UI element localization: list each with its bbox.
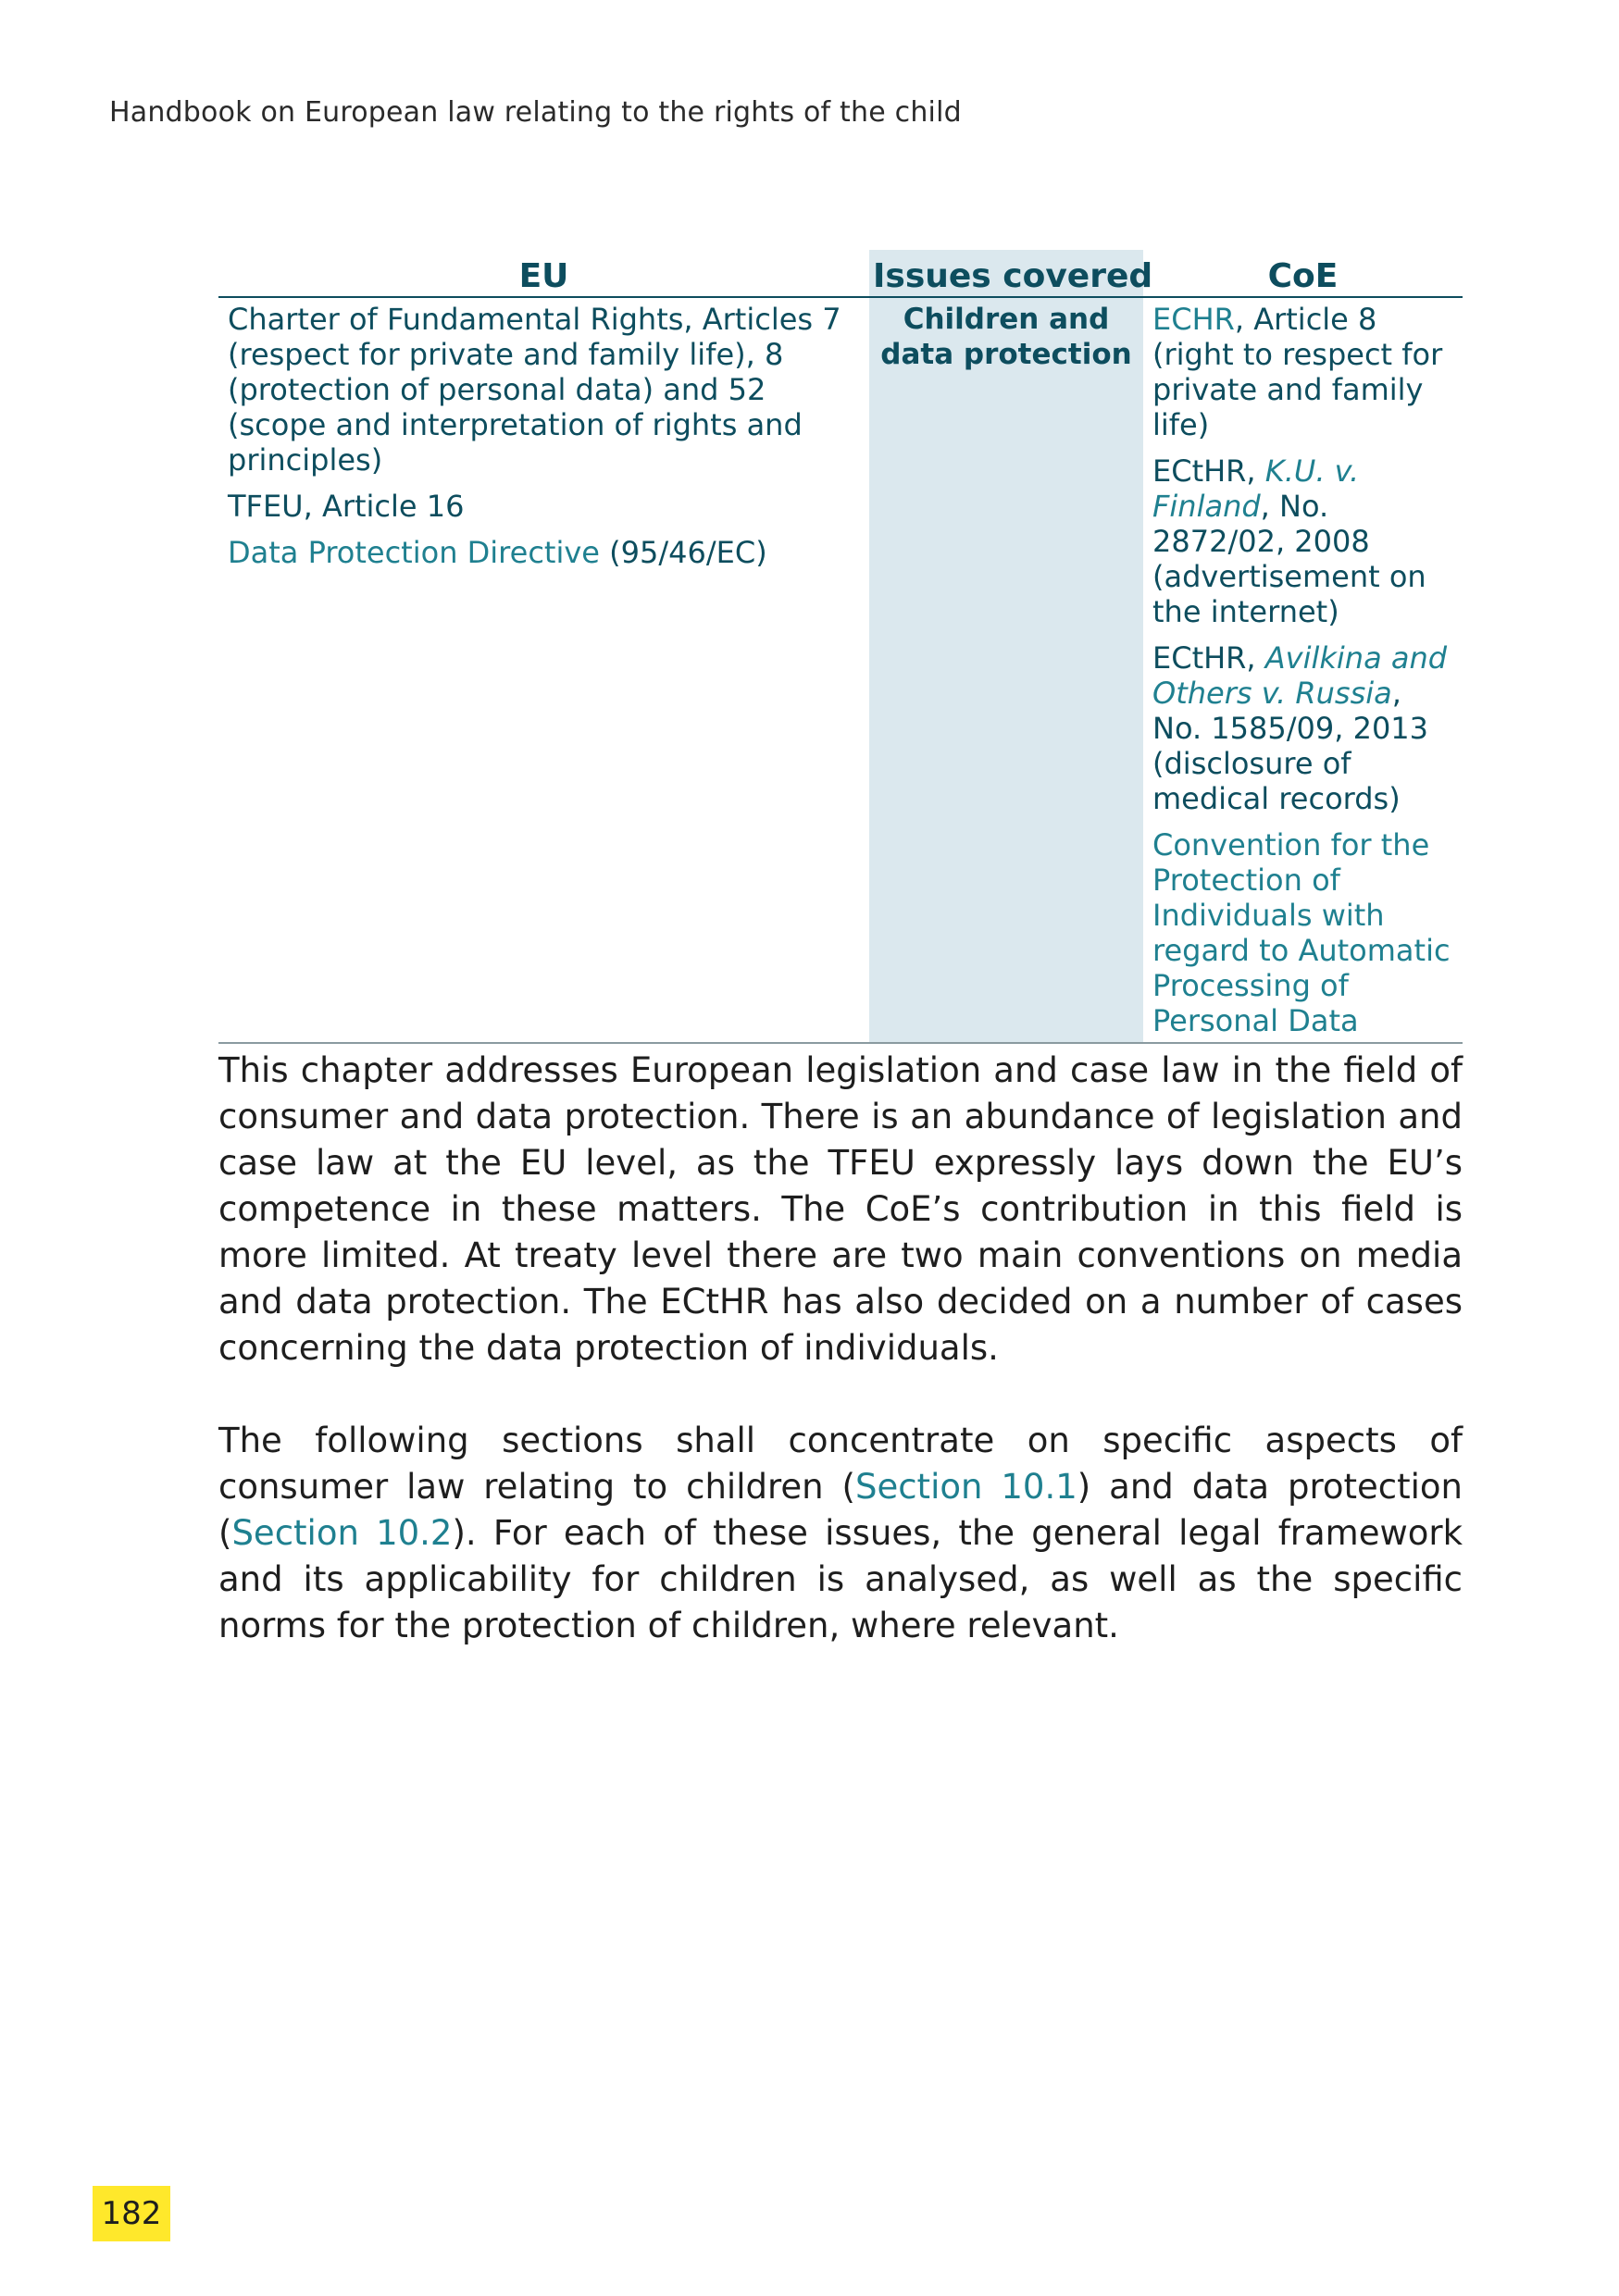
eu-item-tfeu [228,489,860,524]
convention-108-link[interactable]: Convention for the Protection of Individuals with regard to Automatic Processing of Personal Data [1152,827,1451,1038]
coe-cell [1143,297,1463,1043]
paragraph-2-part-2: ) and data protection ( [218,1467,1463,1553]
eu-item-charter [228,302,860,478]
coe-item-avilkina [1152,640,1453,816]
overview-table [218,250,1463,1044]
eu-cell [218,297,869,1043]
paragraph-2-part-3: ). For each of these issues, the general legal framework and its applicability for children is analysed, as well as the specific norms for the protection of children, where relevant. [218,1513,1463,1645]
column-header-eu: EU [218,250,869,297]
intro-paragraph-2 [218,1418,1463,1649]
column-header-issues: Issues covered [869,250,1143,297]
coe-item-ku-rest: , No. 2872/02, 2008 (advertisement on the internet) [1152,489,1426,629]
coe-item-avilkina-rest: , No. 1585/09, 2013 (disclosure of medical records) [1152,676,1429,816]
section-10-1-link[interactable]: Section 10.1 [854,1467,1077,1507]
eu-item-charter-text: Charter of Fundamental Rights, Articles 7 (respect for private and family life), 8 (protection of personal data) and 52 (scope and interpretation of rights and principles) [228,302,841,478]
eu-item-data-protection-directive [228,535,860,570]
case-name-ku-v-finland[interactable]: K.U. v. Finland [1152,453,1360,524]
table-header-row [218,250,1463,297]
eu-item-tfeu-text: TFEU, Article 16 [228,489,465,524]
issue-cell [869,297,1143,1043]
table-row [218,297,1463,1043]
intro-paragraph-1: This chapter addresses European legislation and case law in the field of consumer and data protection. There is an abundance of legislation and case law at the EU level, as the TFEU expressly lays down the EU’s competence in these matters. The CoE’s contribution in this field is more limited. At treaty level there are two main conventions on media and data protection. The ECtHR has also decided on a number of cases concerning the data protection of individuals. [218,1050,1463,1368]
coe-item-avilkina-prefix: ECtHR, [1152,640,1265,676]
page-number: 182 [93,2186,170,2241]
eu-item-directive-number: (95/46/EC) [599,535,767,570]
echr-link[interactable]: ECHR [1152,302,1235,337]
running-header: Handbook on European law relating to the rights of the child [109,96,962,129]
issue-label: Children and data protection [880,303,1132,371]
chapter-intro [218,1048,1463,1695]
coe-item-echr [1152,302,1453,442]
coe-item-convention-108 [1152,827,1453,1038]
overview-table-wrapper [218,250,1463,1044]
coe-item-ku-v-finland [1152,453,1453,629]
paragraph-2-part-1: The following sections shall concentrate on specific aspects of consumer law relating to children ( [218,1421,1463,1507]
coe-item-ku-prefix: ECtHR, [1152,453,1265,489]
section-10-2-link[interactable]: Section 10.2 [231,1513,453,1553]
data-protection-directive-link[interactable]: Data Protection Directive [228,535,600,570]
column-header-coe: CoE [1143,250,1463,297]
coe-item-echr-text: , Article 8 (right to respect for private and family life) [1152,302,1443,442]
case-name-avilkina-v-russia[interactable]: Avilkina and Others v. Russia [1152,640,1448,711]
